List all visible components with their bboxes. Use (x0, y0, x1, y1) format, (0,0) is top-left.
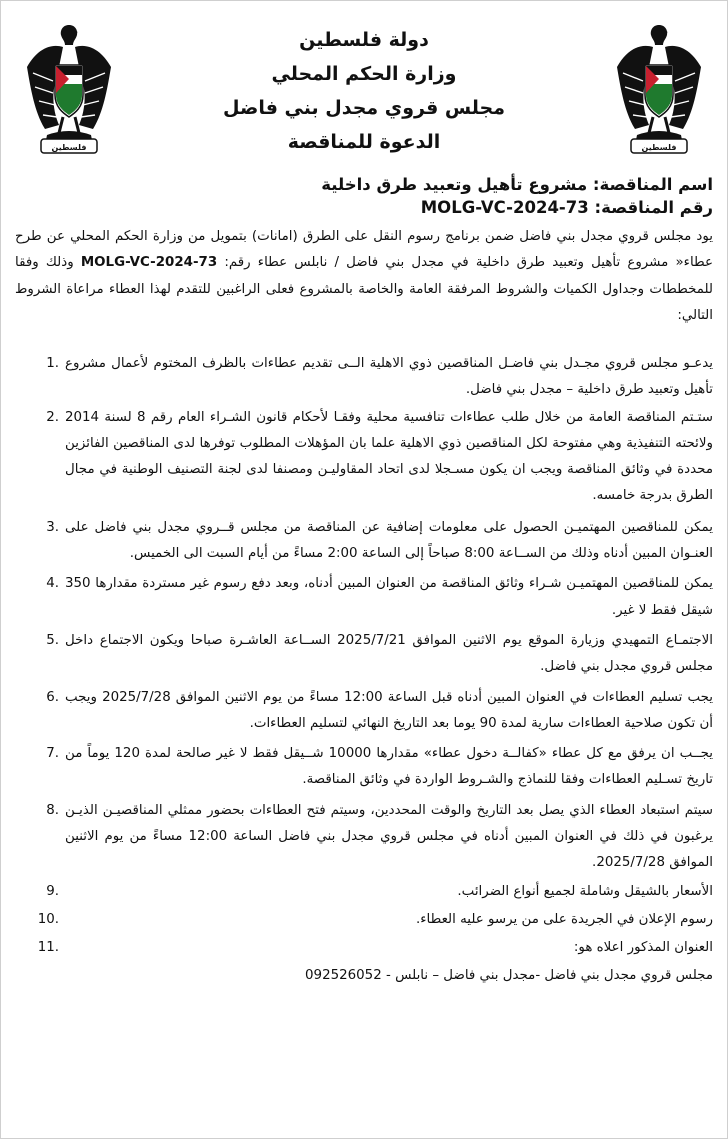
tender-call-title: الدعوة للمناقصة (287, 131, 441, 153)
condition-item (15, 571, 713, 624)
condition-item (15, 515, 713, 568)
condition-text: يجــب ان يرفق مع كل عطاء «كفالــة دخول عطاء» مقدارها 10000 شــيقل فقط لا غير صالحة لمدة 120 يوماً من تاريخ تسـليم العطاءات وفقا للنماذج والشـروط الواردة في وثائق المناقصة. (65, 746, 713, 788)
condition-item (15, 879, 713, 905)
eagle-emblem-icon (23, 21, 115, 159)
tender-number-row (15, 196, 713, 219)
tender-number-value: MOLG-VC-2024-73 (420, 198, 589, 217)
tender-name-value: مشروع تأهيل وتعبيد طرق داخلية (321, 175, 588, 194)
condition-item (15, 907, 713, 933)
condition-number: 7. (46, 746, 59, 762)
tender-number-label: رقم المناقصة: (594, 198, 713, 217)
tender-name-label: اسم المناقصة: (592, 175, 713, 194)
condition-number: 5. (46, 632, 59, 648)
state-name: دولة فلسطين (299, 29, 429, 51)
condition-text: يدعـو مجلس قروي مجـدل بني فاضـل المناقصين ذوي الاهلية الــى تقديم عطاءات بالظرف المختوم لأعمال مشروع تأهيل وتعبيد طرق داخلية – مجدل بني فاضل. (65, 356, 713, 398)
emblem-caption: فلسطين (641, 143, 677, 152)
tender-meta (15, 173, 713, 219)
announcement-header (151, 23, 577, 159)
condition-text: ستـتم المناقصة العامة من خلال طلب عطاءات تنافسية محلية وفقـا لأحكام قانون الشـراء العام رقم 8 لسنة 2014 ولائحته التنفيذية وهي مفتوحة لكل المناقصين ذوي الاهلية علما بان المؤهلات المطلوب توفرها لدى المناقصين الفائزين محددة في وثائق المناقصة ويجب ان يكون مسـجلا لدى اتحاد المقاوليـن ومصنفا لدى لجنة التصنيف الوطنية في مجال الطرق بدرجة خامسه. (65, 409, 713, 504)
condition-text: يمكن للمناقصين المهتميـن شـراء وثائق المناقصة من العنوان المبين أدناه، وبعد دفع رسوم غير مستردة مقدارها 350 شيقل فقط لا غير. (65, 576, 713, 618)
palestine-eagle-emblem-right (613, 21, 705, 159)
condition-number: 11. (37, 940, 59, 956)
condition-text: الاجتمـاع التمهيدي وزيارة الموقع يوم الاثنين الموافق 2025/7/21 الســاعة العاشـرة صباحا ويكون الاجتماع داخل مجلس قروي مجدل بني فاضل. (65, 632, 714, 675)
intro-paragraph (15, 224, 713, 329)
condition-item (15, 935, 713, 989)
eagle-emblem-icon (613, 21, 705, 159)
condition-item (15, 628, 713, 681)
condition-number: 10. (37, 911, 59, 927)
condition-text: الأسعار بالشيقل وشاملة لجميع أنواع الضرائب. (457, 883, 713, 899)
condition-item (15, 405, 713, 510)
intro-part-2: وذلك وفقا للمخططات وجداول الكميات والشروط المرفقة العامة والخاصة بالمشروع فعلى الراغبين للتقدم لهذا العطاء مراعاة الشروط التالي: (15, 255, 713, 323)
condition-text: يمكن للمناقصين المهتميـن الحصول على معلومات إضافية عن المناقصة من مجلس قــروي مجدل بني فاضل على العنـوان المبين أدناه وذلك من الســاعة 8:00 صباحاً إلى الساعة 2:00 مساءً من أيام السبت الى الخميس. (65, 519, 713, 562)
condition-item (15, 351, 713, 404)
condition-item (15, 685, 713, 738)
intro-tender-code: MOLG-VC-2024-73 (80, 255, 218, 271)
condition-number: 3. (46, 519, 59, 535)
condition-number: 1. (46, 356, 59, 371)
conditions-list (15, 351, 713, 990)
palestine-eagle-emblem-left (23, 21, 115, 159)
tender-name-row (15, 173, 713, 196)
condition-number: 8. (46, 802, 59, 818)
condition-item (15, 741, 713, 794)
council-name: مجلس قروي مجدل بني فاضل (223, 97, 505, 119)
condition-text: رسوم الإعلان في الجريدة على من يرسو عليه العطاء. (415, 911, 713, 927)
condition-text: سيتم استبعاد العطاء الذي يصل بعد التاريخ والوقت المحددين، وسيتم فتح العطاءات بحضور ممثلي المناقصيـن الذيـن يرغبون في ذلك في العنوان المبين أدناه في مجلس قروي مجدل بني فاضل الساعة 12:00 مساءً من يوم الاثنين الموافق 2025/7/28. (65, 802, 713, 871)
council-address: مجلس قروي مجدل بني فاضل -مجدل بني فاضل – نابلس - 092526052 (305, 967, 713, 983)
condition-text: يجب تسليم العطاءات في العنوان المبين أدناه قبل الساعة 12:00 مساءً من يوم الاثنين الموافق 2025/7/28 ويجب أن تكون صلاحية العطاءات سارية لمدة 90 يوما بعد التاريخ النهائي لتسليم العطاءات. (65, 689, 713, 731)
ministry-name: وزارة الحكم المحلي (271, 63, 457, 85)
condition-number: 9. (46, 883, 59, 899)
condition-number: 6. (46, 689, 59, 705)
condition-number: 2. (46, 409, 59, 425)
condition-text: العنوان المذكور اعلاه هو: (573, 940, 713, 956)
condition-number: 4. (46, 576, 59, 592)
emblem-caption: فلسطين (51, 143, 87, 152)
condition-item (15, 798, 713, 877)
intro-part-1: يود مجلس قروي مجدل بني فاضل ضمن برنامج رسوم النقل على الطرق (امانات) بتمويل من وزارة الحكم المحلي عن طرح عطاء« مشروع تأهيل وتعبيد طرق داخلية في مجدل بني فاضل / نابلس عطاء رقم: (15, 229, 714, 271)
